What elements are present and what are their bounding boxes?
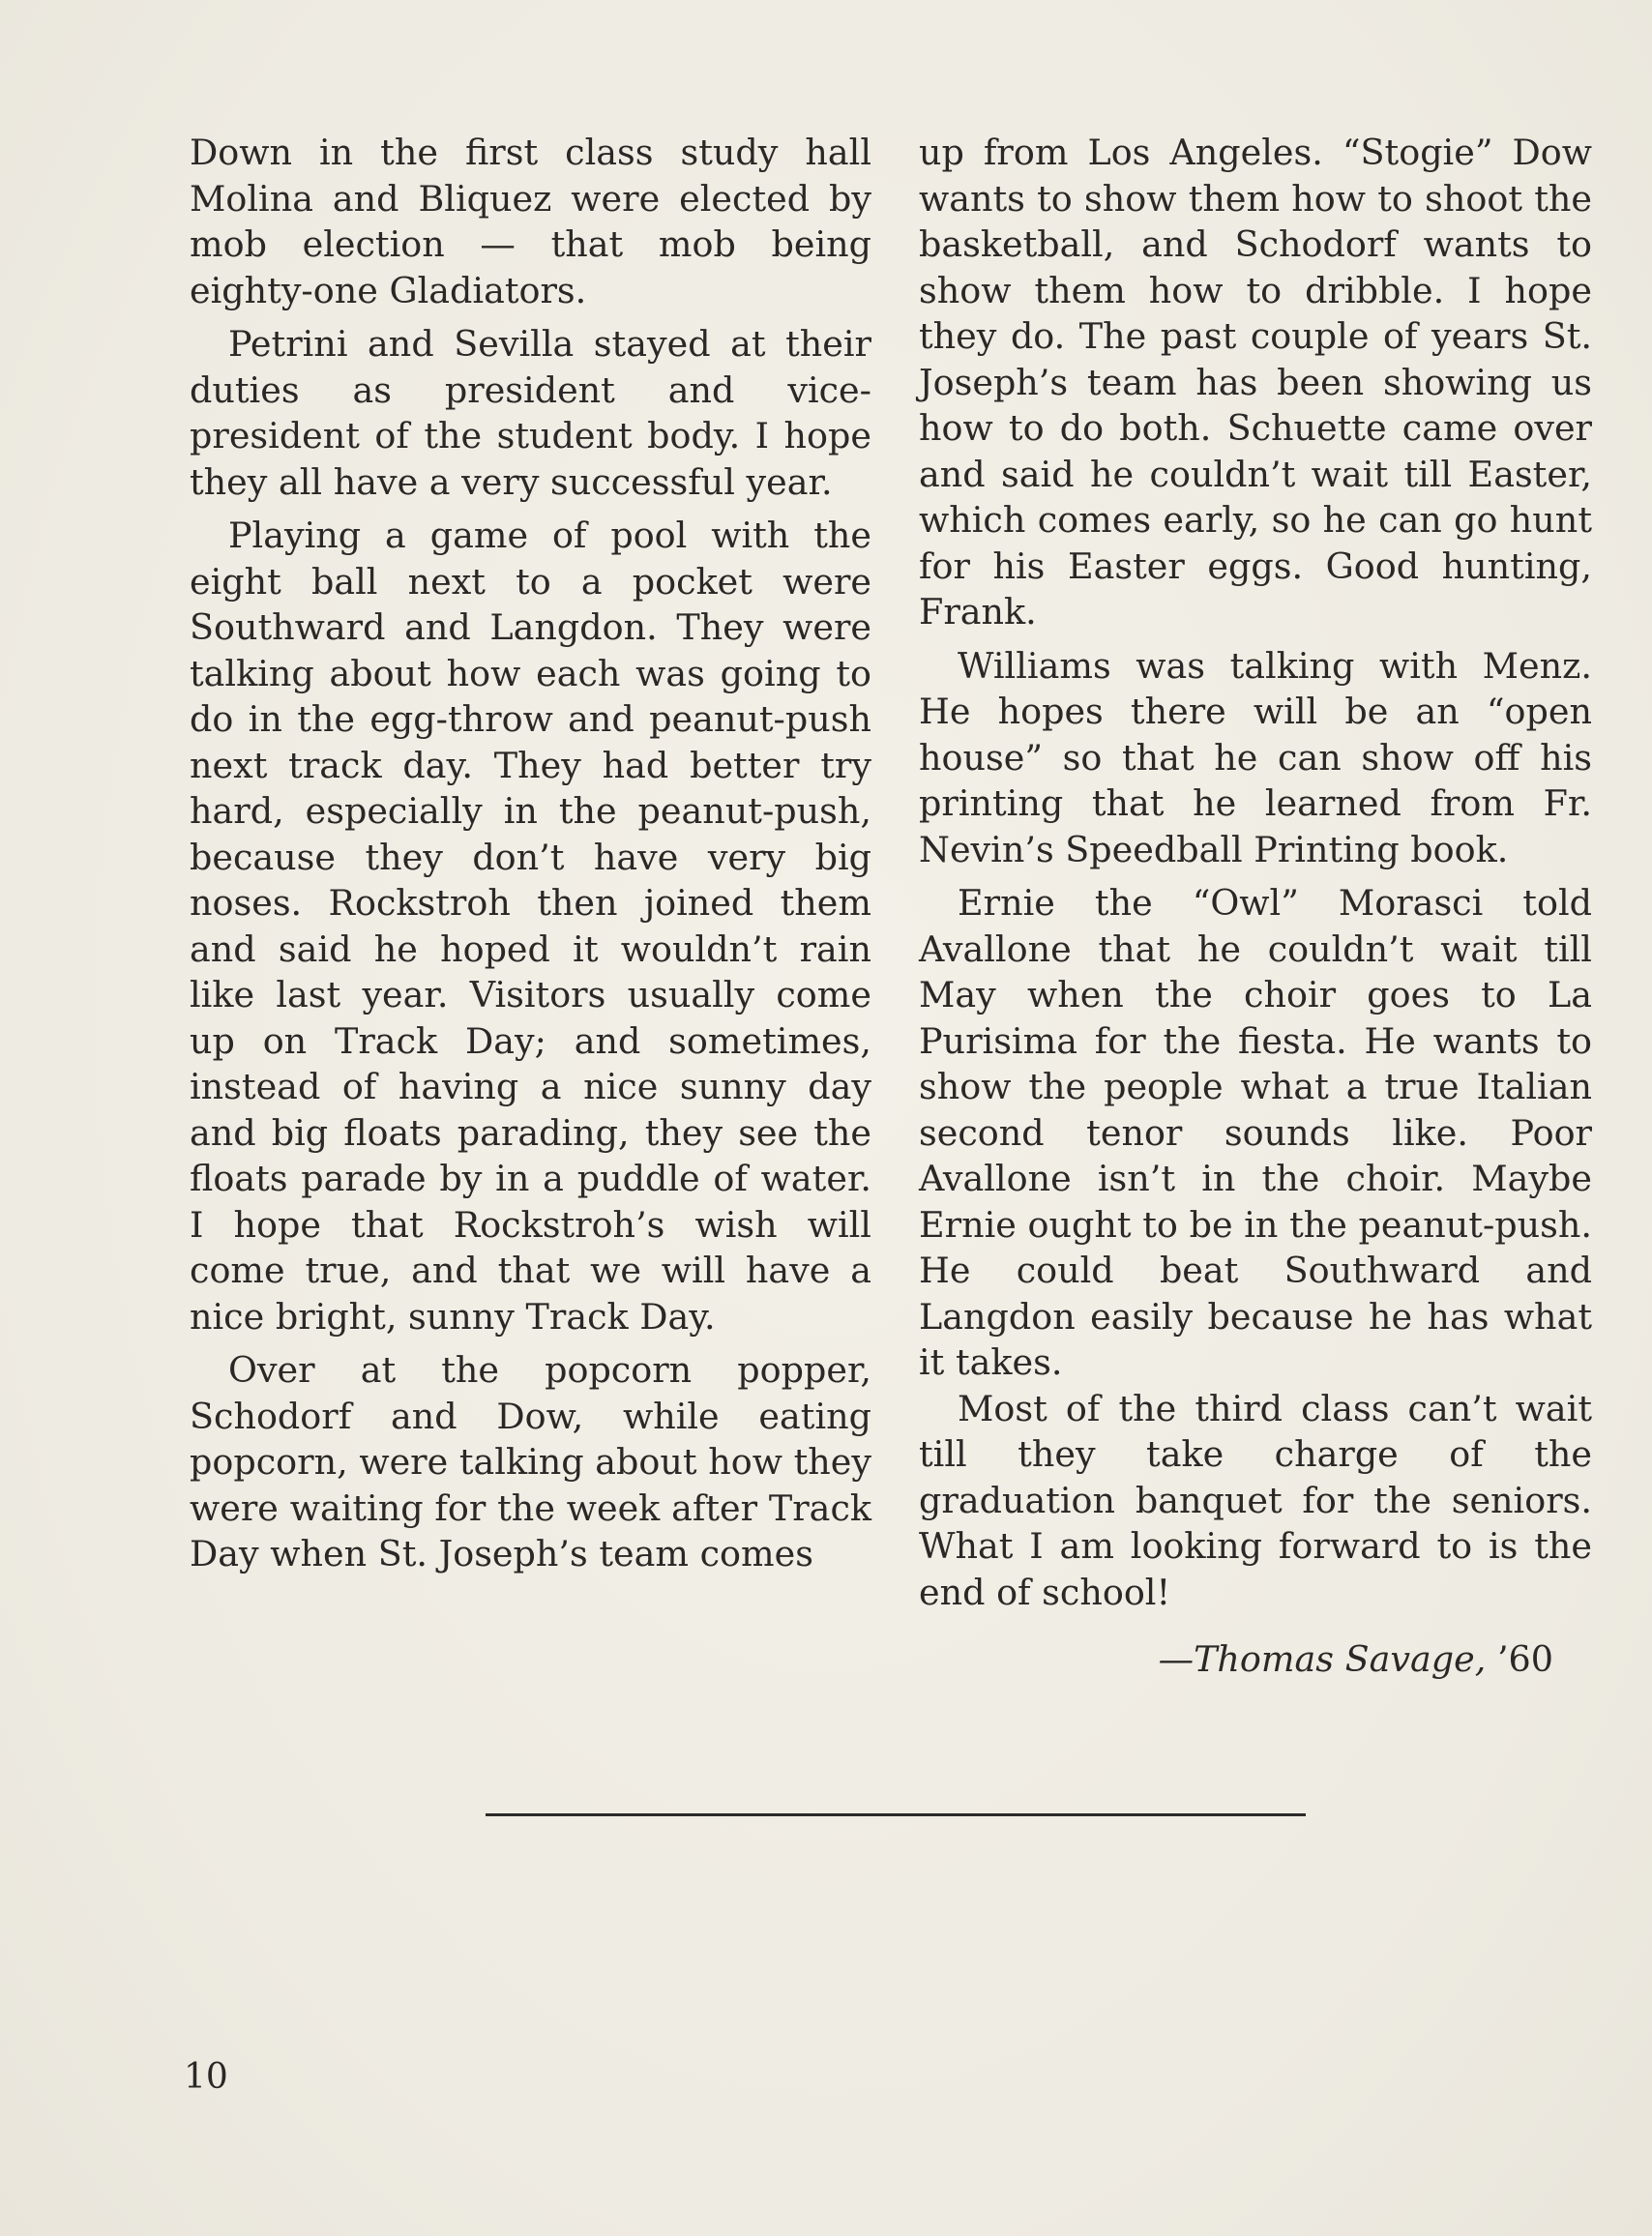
paragraph: up from Los Angeles. “Stogie” Dow wants to show them how to shoot the basketball, and Schodorf wants to show them how to dribble. I hope they do. The past couple of years St. Joseph’s team has been showing us how to do both. Schuette came over and said he couldn’t wait till Easter, which comes early, so he can go hunt for his Easter eggs. Good hunting, Frank. (919, 132, 1592, 633)
page-number: 10 (184, 2057, 228, 2097)
author-class-year: ’60 (1496, 1638, 1553, 1680)
paragraph: Down in the first class study hall Molina and Bliquez were elected by mob election — that mob being eighty-one Gladiators. (190, 132, 871, 311)
right-text-column (919, 130, 1592, 1683)
paragraph: Williams was talking with Menz. He hopes there will be an “open house” so that he can show off his printing that he learned from Fr. Nevin’s Speedball Printing book. (919, 644, 1592, 870)
paragraph: Playing a game of pool with the eight ball next to a pocket were Southward and Langdon. They were talking about how each was going to do in the egg-throw and peanut-push next track day. They had better try hard, especially in the peanut-push, because they don’t have very big noses. Rockstroh then joined them and said he hoped it wouldn’t rain like last year. Visitors usually come up on Track Day; and sometimes, instead of having a nice sunny day and big floats parading, they see the floats parade by in a puddle of water. I hope that Rockstroh’s wish will come true, and that we will have a nice bright, sunny Track Day. (190, 515, 871, 1338)
horizontal-rule (486, 1813, 1306, 1816)
paragraph: Ernie the “Owl” Morasci told Avallone that he couldn’t wait till May when the choir goes to La Purisima for the fiesta. He wants to show the people what a true Italian second tenor sounds like. Poor Avallone isn’t in the choir. Maybe Ernie ought to be in the peanut-push. He could beat Southward and Langdon easily because he has what it takes. (919, 882, 1592, 1383)
left-text-column (190, 130, 871, 1577)
author-name: —Thomas Savage, (1158, 1638, 1487, 1680)
author-signature (919, 1636, 1592, 1683)
paragraph: Most of the third class can’t wait till they take charge of the graduation banquet for the seniors. What I am looking forward to is the end of school! (919, 1387, 1592, 1613)
paragraph: Petrini and Sevilla stayed at their duties as president and vice-president of the student body. I hope they all have a very successful year. (190, 323, 871, 503)
paragraph: Over at the popcorn popper, Schodorf and Dow, while eating popcorn, were talking about how they were waiting for the week after Track Day when St. Joseph’s team comes (190, 1349, 871, 1574)
